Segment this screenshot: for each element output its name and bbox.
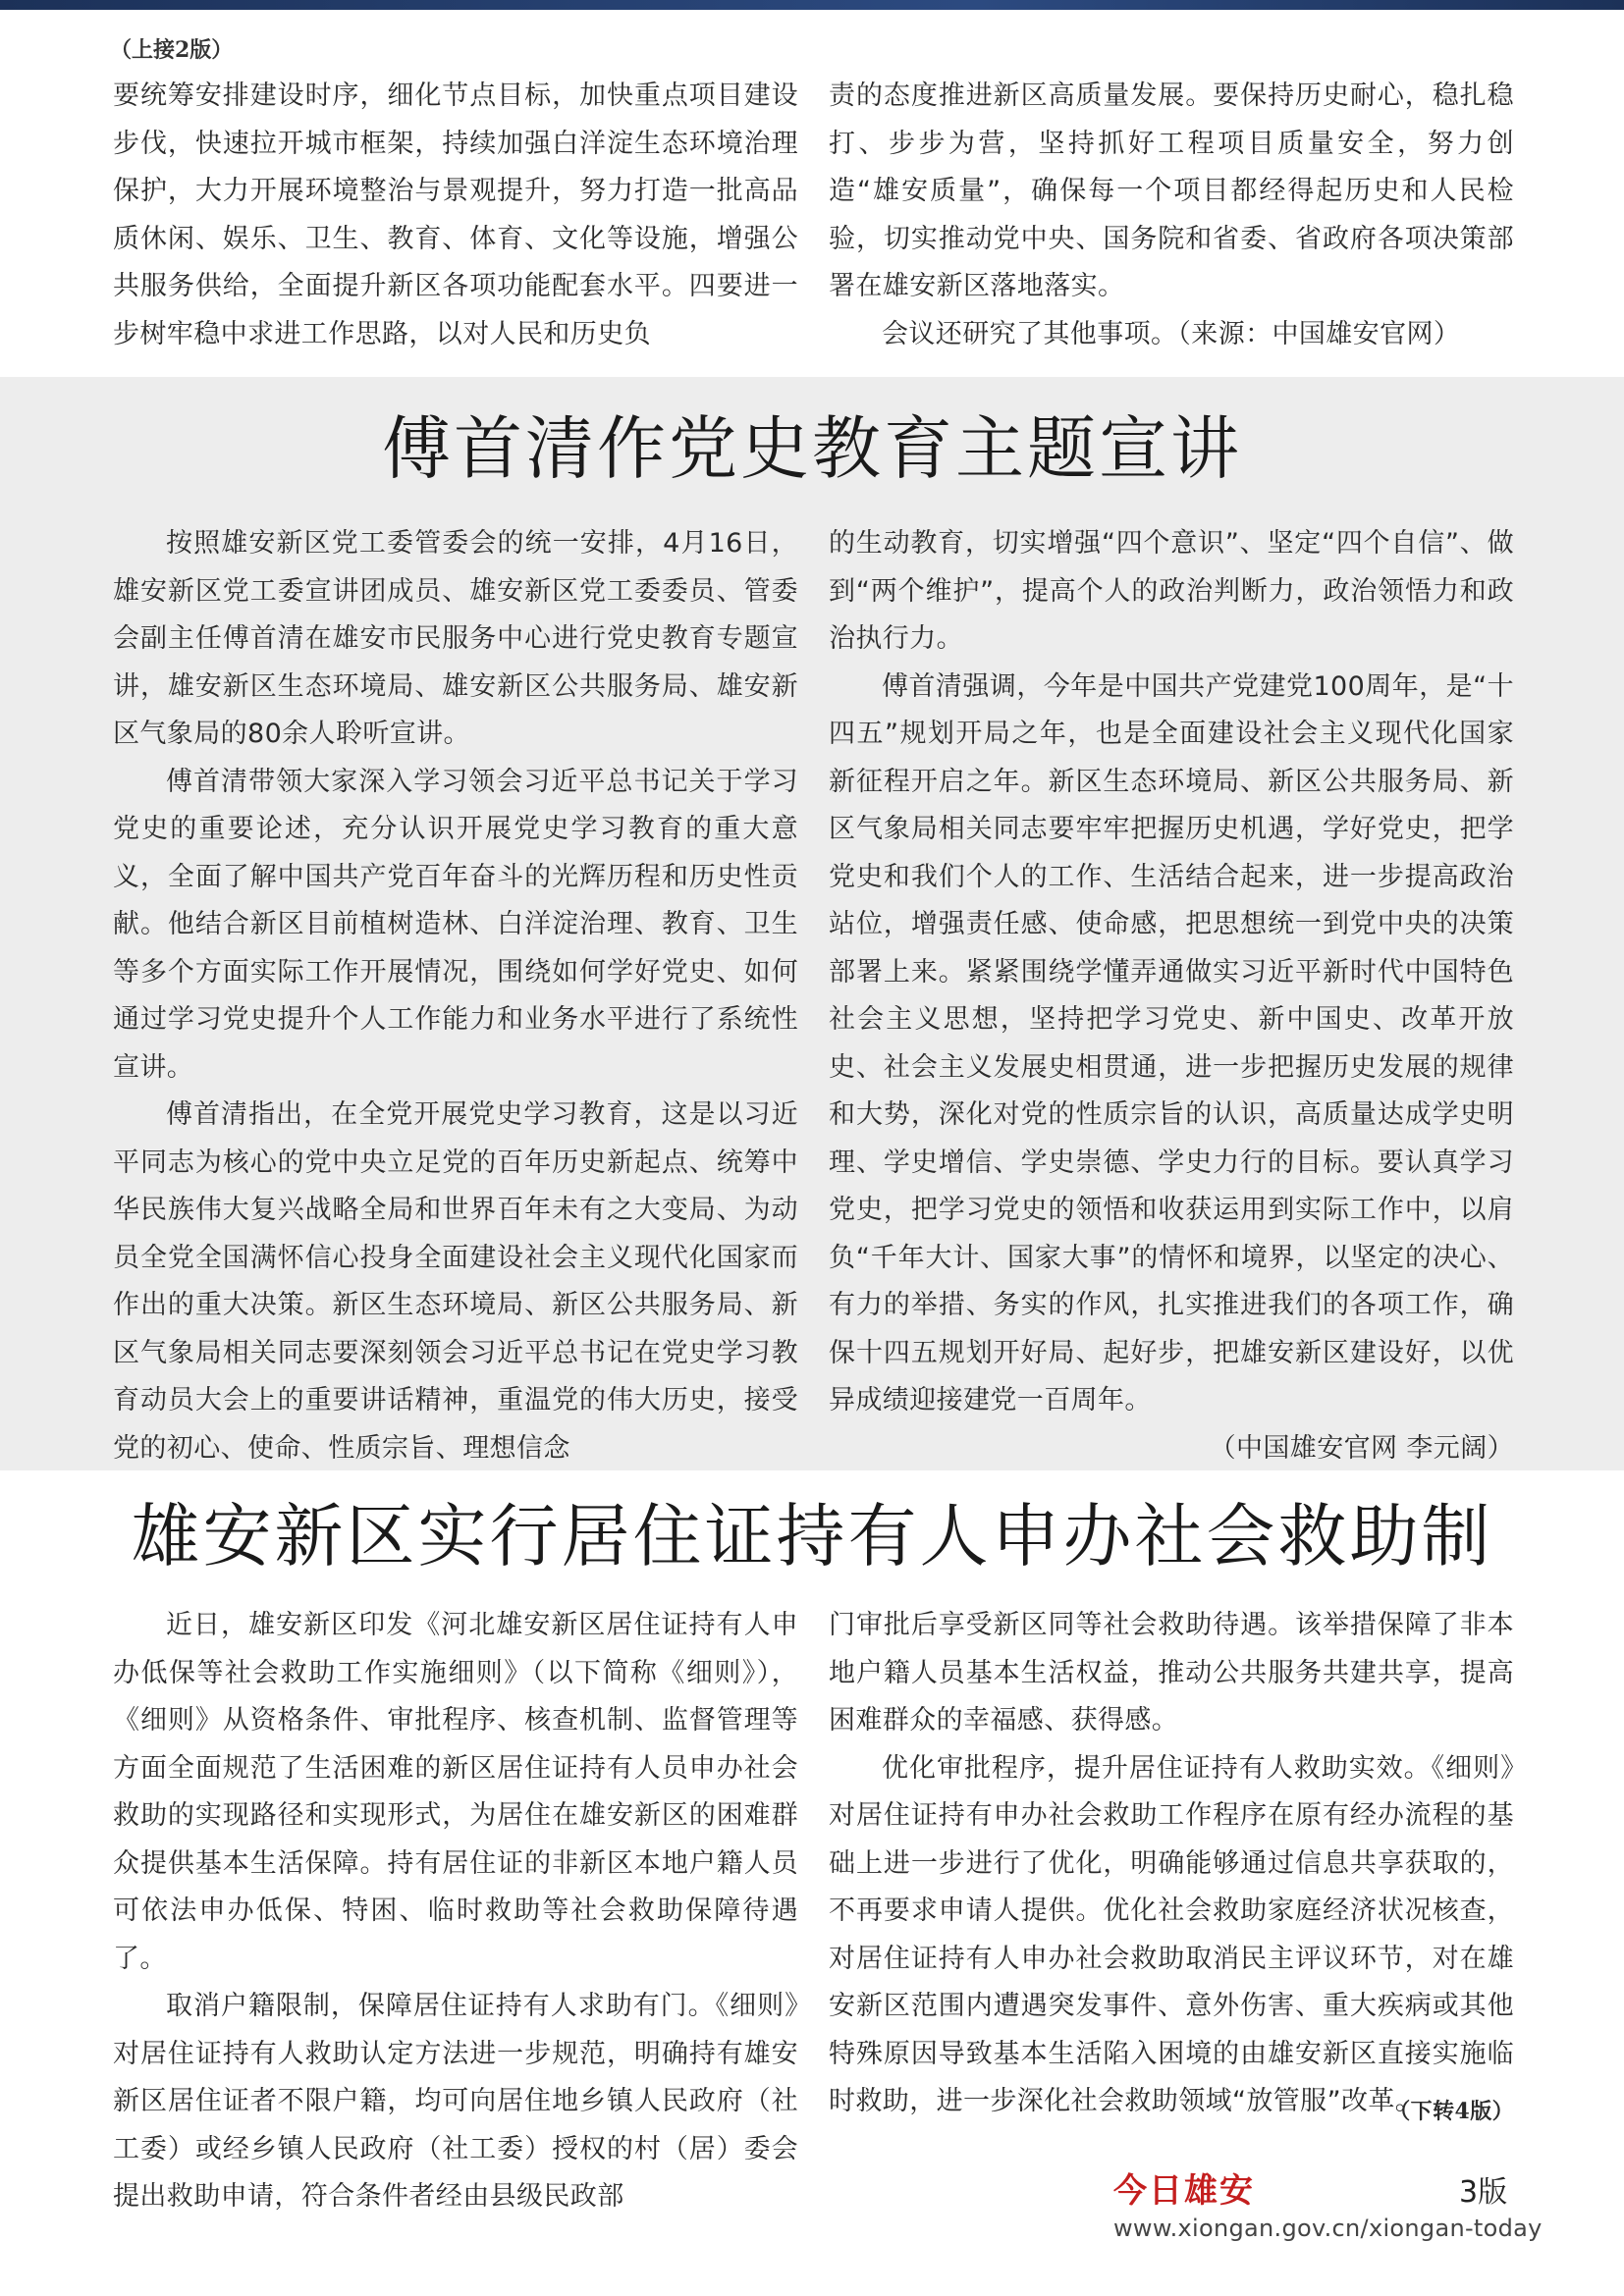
left-column: [113, 1602, 798, 2221]
paragraph: 傅首清强调，今年是中国共产党建党100周年，是“十四五”规划开局之年，也是全面建设社会主义现代化国家新征程开启之年。新区生态环境局、新区公共服务局、新区气象局相关同志要牢牢把握历史机遇，学好党史，把学党史和我们个人的工作、生活结合起来，进一步提高政治站位，增强责任感、使命感，把思想统一到党中央的决策部署上来。紧紧围绕学懂弄通做实习近平新时代中国特色社会主义思想，坚持把学习党史、新中国史、改革开放史、社会主义发展史相贯通，进一步把握历史发展的规律和大势，深化对党的性质宗旨的认识，高质量达成学史明理、学史增信、学史崇德、学史力行的目标。要认真学习党史，把学习党史的领悟和收获运用到实际工作中，以肩负“千年大计、国家大事”的情怀和境界，以坚定的决心、有力的举措、务实的作风，扎实推进我们的各项工作，确保十四五规划开好局、起好步，把雄安新区建设好，以优异成绩迎接建党一百周年。: [829, 670, 1514, 1415]
paragraph: 门审批后享受新区同等社会救助待遇。该举措保障了非本地户籍人员基本生活权益，推动公共服务共建共享，提高困难群众的幸福感、获得感。: [829, 1610, 1514, 1735]
article-columns: [113, 1602, 1512, 2289]
website-url: www.xiongan.gov.cn/xiongan-today: [1113, 2215, 1543, 2242]
page-number: 3版: [1459, 2175, 1508, 2210]
newspaper-brand-logo: 今日雄安: [1113, 2171, 1255, 2211]
article-columns: [113, 73, 1512, 367]
paragraph: 优化审批程序，提升居住证持有人救助实效。《细则》对居住证持有申办社会救助工作程序在原有经办流程的基础上进一步进行了优化，明确能够通过信息共享获取的，不再要求申请人提供。优化社会救助家庭经济状况核查，对居住证持有人申办社会救助取消民主评议环节，对在雄安新区范围内遭遇突发事件、意外伤害、重大疾病或其他特殊原因导致基本生活陷入困境的由雄安新区直接实施临时救助，进一步深化社会救助领域“放管服”改革。: [829, 1752, 1514, 2116]
right-column: [829, 520, 1514, 1472]
paragraph: 傅首清带领大家深入学习领会习近平总书记关于学习党史的重要论述，充分认识开展党史学习教育的重大意义，全面了解中国共产党百年奋斗的光辉历程和历史性贡献。他结合新区目前植树造林、白洋淀治理、教育、卫生等多个方面实际工作开展情况，围绕如何学好党史、如何通过学习党史提升个人工作能力和业务水平进行了系统性宣讲。: [113, 766, 798, 1083]
continued-to-note: （下转4版）: [1388, 2098, 1514, 2124]
paragraph: 傅首清指出，在全党开展党史学习教育，这是以习近平同志为核心的党中央立足党的百年历史新起点、统筹中华民族伟大复兴战略全局和世界百年未有之大变局、为动员全党全国满怀信心投身全面建设社会主义现代化国家而作出的重大决策。新区生态环境局、新区公共服务局、新区气象局相关同志要深刻领会习近平总书记在党史学习教育动员大会上的重要讲话精神，重温党的伟大历史，接受党的初心、使命、性质宗旨、理想信念: [113, 1099, 798, 1464]
article-title: 雄安新区实行居住证持有人申办社会救助制: [131, 1496, 1493, 1576]
paragraph: 近日，雄安新区印发《河北雄安新区居住证持有人申办低保等社会救助工作实施细则》（以下简称《细则》），《细则》从资格条件、审批程序、核查机制、监督管理等方面全面规范了生活困难的新区居住证持有人员申办社会救助的实现路径和实现形式，为居住在雄安新区的困难群众提供基本生活保障。持有居住证的非新区本地户籍人员可依法申办低保、特困、临时救助等社会救助保障待遇了。: [113, 1610, 798, 1974]
article-columns: [113, 520, 1512, 1463]
paragraph: 的生动教育，切实增强“四个意识”、坚定“四个自信”、做到“两个维护”，提高个人的政治判断力，政治领悟力和政治执行力。: [829, 528, 1514, 654]
right-column: [829, 73, 1514, 358]
paragraph: 按照雄安新区党工委管委会的统一安排，4月16日，雄安新区党工委宣讲团成员、雄安新区党工委委员、管委会副主任傅首清在雄安市民服务中心进行党史教育专题宣讲，雄安新区生态环境局、雄安新区公共服务局、雄安新区气象局的80余人聆听宣讲。: [113, 528, 798, 749]
paragraph: 要统筹安排建设时序，细化节点目标，加快重点项目建设步伐，快速拉开城市框架，持续加强白洋淀生态环境治理保护，大力开展环境整治与景观提升，努力打造一批高品质休闲、娱乐、卫生、教育、体育、文化等设施，增强公共服务供给，全面提升新区各项功能配套水平。四要进一步树牢稳中求进工作思路，以对人民和历史负: [113, 80, 798, 349]
paragraph: 取消户籍限制，保障居住证持有人求助有门。《细则》对居住证持有人救助认定方法进一步规范，明确持有雄安新区居住证者不限户籍，均可向居住地乡镇人民政府（社工委）或经乡镇人民政府（社工委）授权的村（居）委会提出救助申请，符合条件者经由县级民政部: [113, 1991, 798, 2212]
paragraph: 会议还研究了其他事项。（来源：中国雄安官网）: [882, 318, 1461, 349]
article-continuation-section: [0, 73, 1624, 367]
left-column: [113, 73, 798, 358]
left-column: [113, 520, 798, 1472]
paragraph: 责的态度推进新区高质量发展。要保持历史耐心，稳扎稳打、步步为营，坚持抓好工程项目质量安全，努力创造“雄安质量”，确保每一个项目都经得起历史和人民检验，切实推动党中央、国务院和省委、省政府各项决策部署在雄安新区落地落实。: [829, 80, 1514, 301]
top-color-bar: [0, 0, 1624, 10]
continued-from-note: （上接2版）: [110, 37, 234, 63]
article-source: （中国雄安官网 李元阔）: [1209, 1432, 1514, 1464]
article-residence-permit-section: [0, 1470, 1624, 2296]
article-fu-shouqing-section: [0, 377, 1624, 1470]
article-title: 傅首清作党史教育主题宣讲: [382, 408, 1242, 489]
right-column: [829, 1602, 1514, 2126]
